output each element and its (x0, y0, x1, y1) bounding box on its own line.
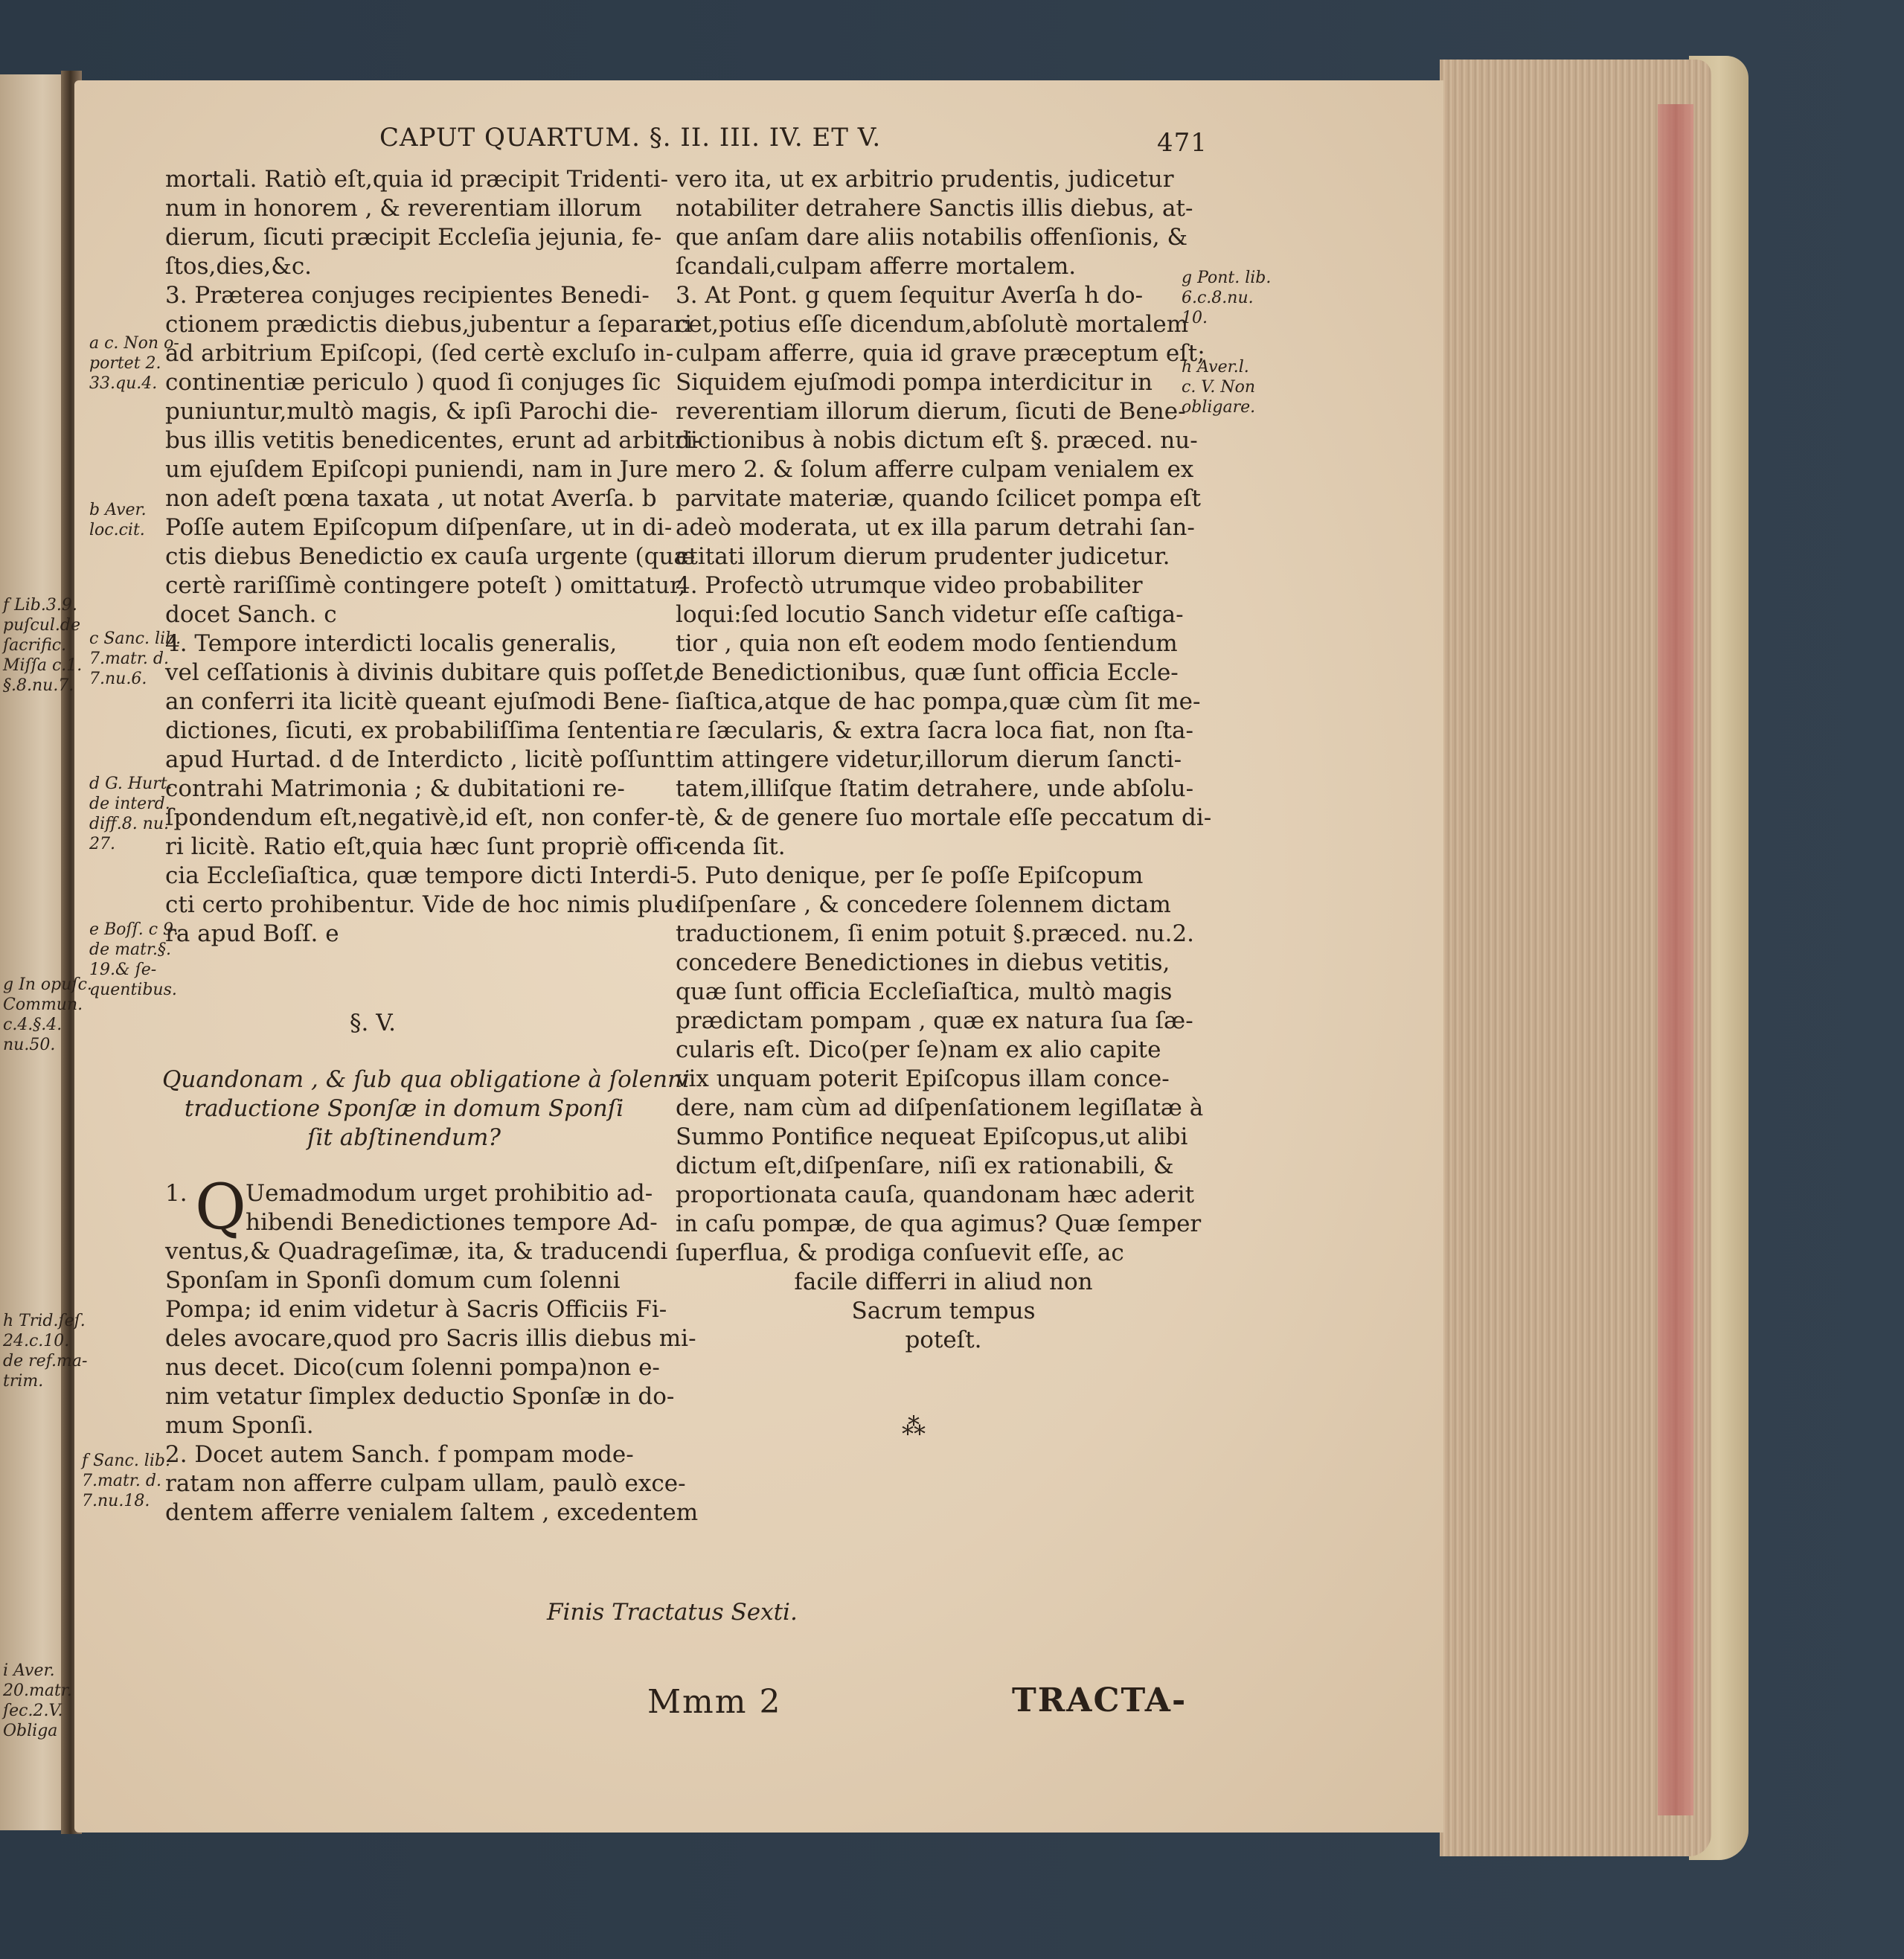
facing-page-notes-b: g In opuſc. Commun. c.4.§.4. nu.50. (3, 975, 92, 1054)
ornament-asterism: ⁂ (902, 1412, 929, 1440)
left-column-text-2b: Uemadmodum urget prohibitio ad- hibendi Benedictiones tempore Ad- (246, 1180, 658, 1236)
drop-initial: Q (195, 1170, 246, 1243)
running-head: CAPUT QUARTUM. §. II. III. IV. ET V. (379, 123, 882, 153)
left-column-text-2: 1. (165, 1180, 187, 1207)
signature-mark: Mmm 2 (647, 1683, 782, 1721)
facing-page-notes-d: i Aver. 20.matr. ſec.2.V. Obliga (3, 1661, 72, 1740)
facing-page-edge (0, 74, 71, 1830)
facing-page-notes-a: f Lib.3.9. puſcul.de ſacrific. Miſſa c.1. §.8.nu.7. (3, 596, 83, 695)
right-column-text: vero ita, ut ex arbitrio prudentis, judicetur notabiliter detrahere Sanctis illis diebus, at- que anſam dare aliis notabilis offenſionis, & ſcandali,culpam afferre mortalem. 3. At Pont. g quem ſequitur Averſa h do- cet,potius eſſe dicendum,abſolutè mortalem culpam afferre, quia id grave præceptum eſt; Siquidem ejuſmodi pompa interdicitur in reverentiam illorum dierum, ſicuti de Bene- dictionibus à nobis dictum eſt §. præced. nu- mero 2. & ſolum afferre culpam venialem ex parvitate materiæ, quando ſcilicet pompa eſt adeò moderata, ut ex illa parum detrahi ſan- ctitati illorum dierum prudenter judicetur. 4. Profectò utrumque video probabiliter loqui:ſed locutio Sanch videtur eſſe caſtiga- tior , quia non eſt eodem modo ſentiendum de Benedictionibus, quæ ſunt officia Eccle- ſiaſtica,atque de hac pompa,quæ cùm ſit me- re ſæcularis, & extra ſacra loca fiat, non ſta- tim attingere videtur,illorum dierum ſancti- tatem,illiſque ſtatim detrahere, unde abſolu- tè, & de genere ſuo mortale eſſe peccatum di- cenda ſit. 5. Puto denique, per ſe poſſe Epiſcopum diſpenſare , & concedere ſolennem dictam traductionem, ſi enim potuit §.præced. nu.2. concedere Benedictiones in diebus vetitis, quæ ſunt officia Eccleſiaſtica, multò magis prædictam pompam , quæ ex natura ſua ſæ- cularis eſt. Dico(per ſe)nam ex alio capite vix unquam poterit Epiſcopus illam conce- dere, nam cùm ad diſpenſationem legiſlatæ à Summo Pontifice nequeat Epiſcopus,ut alibi dictum eſt,diſpenſare, niſi ex rationabili, & proportionata cauſa, quandonam hæc aderit in caſu pompæ, de qua agimus? Quæ ſemper ſuperflua, & prodiga conſuevit eſſe, ac (676, 166, 1212, 1266)
margin-note-a: a c. Non o- portet 2. 33.qu.4. (89, 334, 179, 393)
section-mark: §. V. (350, 1010, 397, 1036)
facing-page-notes-c: h Trid.ſeſ. 24.c.10. de ref.ma- trim. (3, 1312, 88, 1391)
margin-note-d: d G. Hurt. de interd. diff.8. nu. 27. (89, 775, 173, 853)
page-number: 471 (1157, 128, 1208, 158)
finis-line: Finis Tractatus Sexti. (547, 1599, 798, 1626)
left-column-text: mortali. Ratiò eſt,quia id præcipit Tridenti- num in honorem , & reverentiam illorum dierum, ſicuti præcipit Eccleſia jejunia, fe- ſtos,dies,&c. 3. Præterea conjuges recipientes Benedi- ctionem prædictis diebus,jubentur a ſeparari ad arbitrium Epiſcopi, (ſed certè excluſo in- continentiæ periculo ) quod ſi conjuges ſic puniuntur,multò magis, & ipſi Parochi die- bus illis vetitis benedicentes, erunt ad arbitri- um ejuſdem Epiſcopi puniendi, nam in Jure non adeſt pœna taxata , ut notat Averſa. b Poſſe autem Epiſcopum diſpenſare, ut in di- ctis diebus Benedictio ex cauſa urgente (quæ certè rariſſimè contingere poteſt ) omittatur, docet Sanch. c 4. Tempore interdicti localis generalis, vel ceſſationis à divinis dubitare quis poſſet, an conferri ita licitè queant ejuſmodi Bene- dictiones, ſicuti, ex probabiliſſima ſententia apud Hurtad. d de Interdicto , licitè poſſunt contrahi Matrimonia ; & dubitationi re- ſpondendum eſt,negativè,id eſt, non confer- ri licitè. Ratio eſt,quia hæc ſunt propriè offi- cia Eccleſiaſtica, quæ tempore dicti Interdi- cti certo prohibentur. Vide de hoc nimis plu- ra apud Boſſ. e (165, 166, 702, 947)
catchword: TRACTA- (1012, 1681, 1187, 1719)
margin-note-h: h Aver.l. c. V. Non obligare. (1182, 358, 1256, 417)
section-title: Quandonam , & ſub qua obligatione à ſolenni traductione Sponſæ in domum Sponſi ſit abſtinendum? (162, 1066, 690, 1151)
margin-note-e: e Boſſ. c 9. de matr.§. 19.& ſe- quentibus. (89, 920, 179, 999)
margin-note-c: c Sanc. lib. 7.matr. d. 7.nu.6. (89, 629, 182, 688)
left-column-text-2c: ventus,& Quadrageſimæ, ita, & traducendi Sponſam in Sponſi domum cum ſolenni Pompa; id enim videtur à Sacris Officiis Fi- deles avocare,quod pro Sacris illis diebus mi- nus decet. Dico(cum ſolenni pompa)non e- nim vetatur ſimplex deductio Sponſæ in do- mum Sponſi. 2. Docet autem Sanch. f pompam mode- ratam non afferre culpam ullam, paulò exce- dentem afferre venialem ſaltem , excedentem (165, 1238, 699, 1526)
margin-note-f: f Sanc. lib. 7.matr. d. 7.nu.18. (82, 1452, 170, 1510)
margin-note-b: b Aver. loc.cit. (89, 501, 147, 539)
page-block-edge (1440, 60, 1711, 1856)
margin-note-g: g Pont. lib. 6.c.8.nu. 10. (1182, 269, 1272, 327)
right-column-tail: facile differri in aliud non Sacrum tempus poteſt. (794, 1269, 1093, 1353)
